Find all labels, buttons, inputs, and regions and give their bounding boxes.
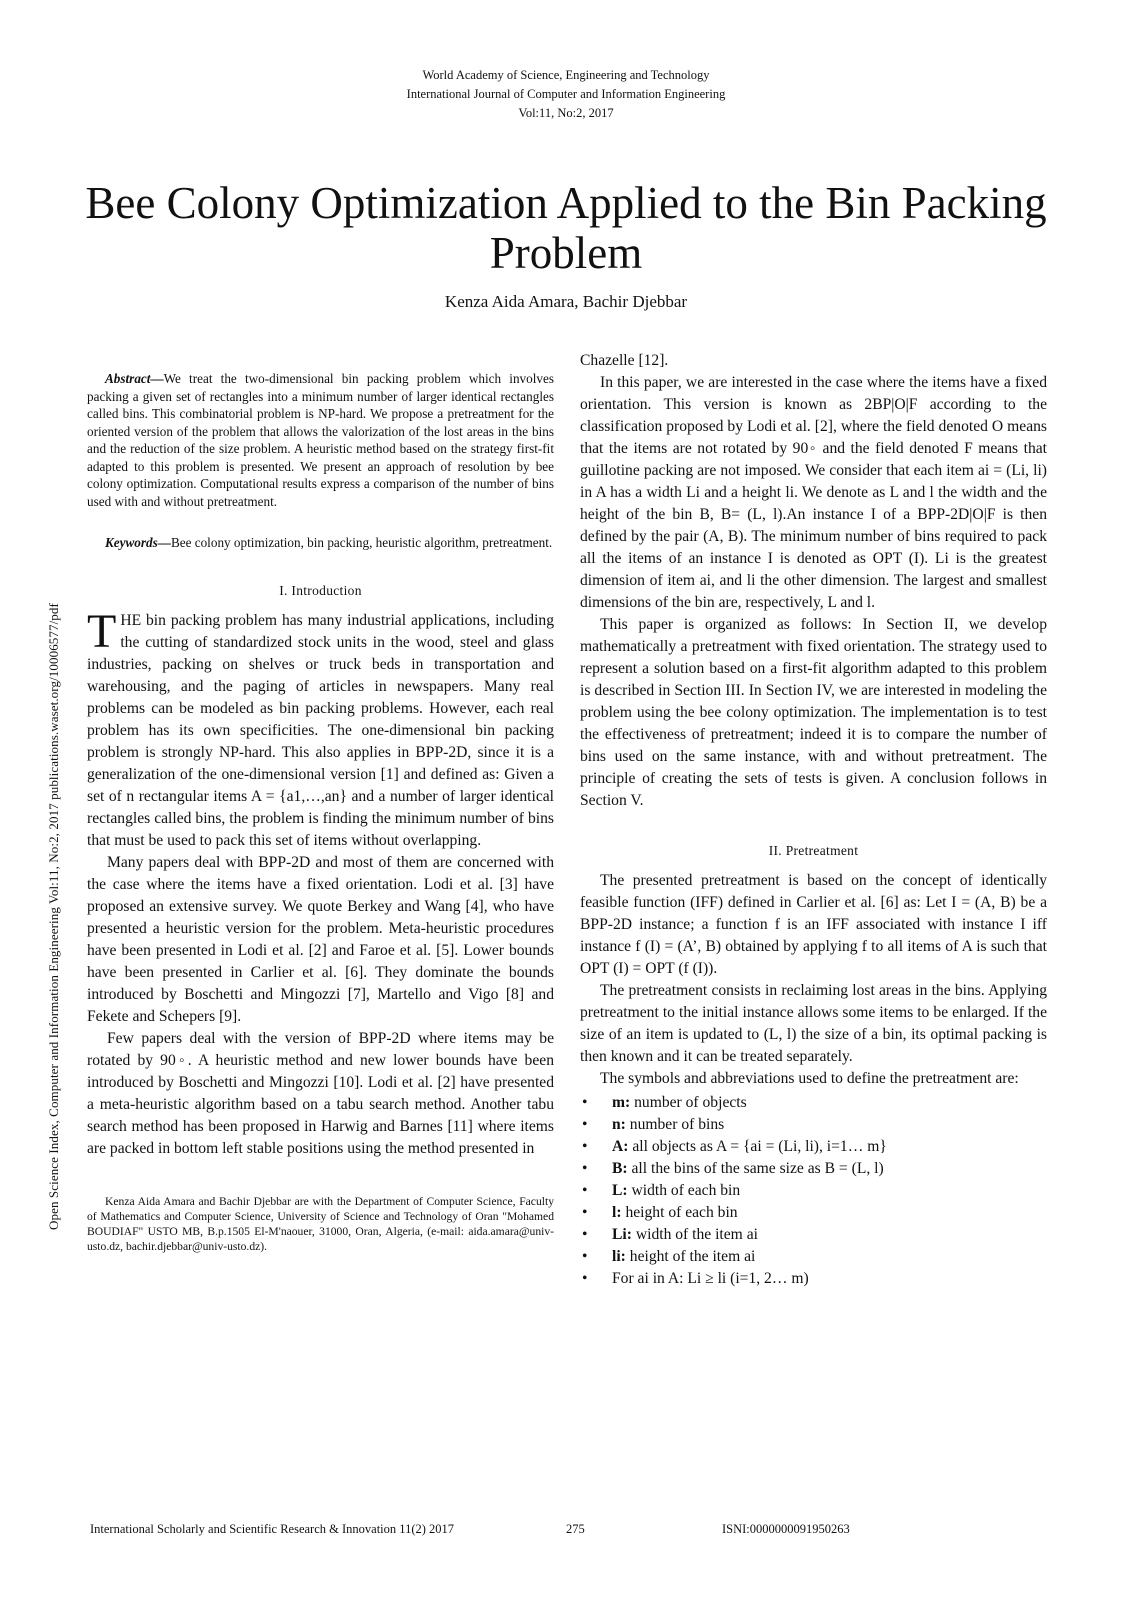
right-paragraph-1: In this paper, we are interested in the case where the items have a fixed orientation. This version is known as 2BP|O|F according to the classification proposed by Lodi et al. [2], where the field denoted O means that the items are not rotated by 90◦ and the field denoted F means that guillotine packing are not imposed. We consider that each item ai = (Li, li) in A has a width Li and a height li. We denote as L and l the width and the height of the bin B, B= (L, l).An instance I of a BPP-2D|O|F is then defined by the pair (A, B). The minimum number of bins required to pack all the items of an instance I is denoted as OPT (I). Li is the greatest dimension of item ai, and li the other dimension. The largest and smallest dimensions of the bin are, respectively, L and l. <box>580 374 1047 611</box>
right-paragraph-3: The presented pretreatment is based on the concept of identically feasible function (IFF) defined in Carlier et al. [6] as: Let I = (A, B) be a BPP-2D instance; a function f is an IFF associated with instance I iff instance f (I) = (A’, B) obtained by applying f to all items of A is such that OPT (I) = OPT (f (I)). <box>580 872 1047 977</box>
list-item <box>580 1268 1047 1290</box>
section-number: I. <box>279 582 288 598</box>
journal-header <box>0 66 1132 123</box>
symbol-key: m: <box>612 1094 631 1111</box>
symbol-desc: all objects as A = {ai = (Li, li), i=1… m} <box>632 1138 887 1155</box>
keywords-label: Keywords <box>105 535 158 550</box>
bullet: • <box>582 1138 588 1155</box>
list-item <box>580 1180 1047 1202</box>
symbol-desc: width of each bin <box>631 1182 741 1199</box>
symbol-key: li: <box>612 1248 626 1265</box>
symbol-list <box>580 1092 1047 1290</box>
symbol-desc: For ai in A: Li ≥ li (i=1, 2… m) <box>612 1270 809 1287</box>
symbol-desc: width of the item ai <box>635 1226 758 1243</box>
list-item <box>580 1092 1047 1114</box>
bullet: • <box>582 1226 588 1243</box>
continuation-text: Chazelle [12]. <box>580 352 669 369</box>
footer-page-number: 275 <box>566 1522 585 1536</box>
footer-journal: International Scholarly and Scientific Research & Innovation 11(2) 2017 <box>90 1522 455 1536</box>
keywords-text: Bee colony optimization, bin packing, heuristic algorithm, pretreatment. <box>170 535 553 550</box>
abstract-label: Abstract <box>105 371 151 386</box>
section-title: Pretreatment <box>785 843 859 858</box>
section-number: II. <box>768 843 782 858</box>
symbol-desc: height of each bin <box>625 1204 738 1221</box>
section-heading-introduction <box>87 580 554 602</box>
list-item <box>580 1136 1047 1158</box>
section-heading-pretreatment <box>580 840 1047 862</box>
paper-authors: Kenza Aida Amara, Bachir Djebbar <box>444 292 688 311</box>
right-paragraph-4: The pretreatment consists in reclaiming lost areas in the bins. Applying pretreatment to the initial instance allows some items to be enlarged. If the size of an item is updated to (L, l) the size of a bin, its optimal packing is then known and it can be treated separately. <box>580 982 1047 1065</box>
author-footnote: Kenza Aida Amara and Bachir Djebbar are with the Department of Computer Science, Faculty of Mathematics and Computer Science, University of Science and Technology of Oran "Mohamed BOUDIAF" USTO MB, B.p.1505 El-M'naouer, 31000, Oran, Algeria, (e-mail: aida.amara@univ-usto.dz, bachir.djebbar@univ-usto.dz). <box>87 1194 554 1253</box>
intro-paragraph-3: Few papers deal with the version of BPP-2D where items may be rotated by 90◦. A heuristic method and new lower bounds have been introduced by Boschetti and Mingozzi [10]. Lodi et al. [2] have presented a meta-heuristic algorithm based on a tabu search method. Another tabu search method has been proposed in Harwig and Barnes [11] where items are packed in bottom left stable positions using the method presented in <box>87 1029 554 1157</box>
intro-paragraph-2: Many papers deal with BPP-2D and most of them are concerned with the case where the items have a fixed orientation. Lodi et al. [3] have proposed an extensive survey. We quote Berkey and Wang [4], who have presented a heuristic version for the problem. Meta-heuristic procedures have been presented in Lodi et al. [2] and Faroe et al. [5]. Lower bounds have been presented in Carlier et al. [6]. They dominate the bounds introduced by Boschetti and Mingozzi [7], Martello and Vigo [8] and Fekete and Schepers [9]. <box>87 853 554 1025</box>
symbol-key: B: <box>612 1160 628 1177</box>
right-column <box>580 350 1047 1290</box>
left-column <box>87 370 554 1254</box>
symbol-key: A: <box>612 1138 629 1155</box>
header-line-2: International Journal of Computer and Information Engineering <box>406 87 726 101</box>
keywords-dash: — <box>157 535 171 550</box>
keywords <box>87 534 554 552</box>
header-line-1: World Academy of Science, Engineering and Technology <box>422 68 710 82</box>
symbol-key: L: <box>612 1182 628 1199</box>
bullet: • <box>582 1116 588 1133</box>
symbol-desc: number of objects <box>634 1094 747 1111</box>
section-title: Introduction <box>291 582 362 598</box>
intro-paragraph-1 <box>87 604 554 852</box>
bullet: • <box>582 1204 588 1221</box>
symbol-desc: all the bins of the same size as B = (L, l) <box>631 1160 884 1177</box>
side-watermark: Open Science Index, Computer and Information Engineering Vol:11, No:2, 2017 publications.waset.org/10006577/pdf <box>46 603 61 1230</box>
symbol-desc: height of the item ai <box>629 1248 756 1265</box>
symbol-key: n: <box>612 1116 626 1133</box>
list-item <box>580 1246 1047 1268</box>
bullet: • <box>582 1182 588 1199</box>
symbol-key: l: <box>612 1204 622 1221</box>
list-item <box>580 1202 1047 1224</box>
symbol-desc: number of bins <box>629 1116 725 1133</box>
bullet: • <box>582 1270 588 1287</box>
list-item <box>580 1158 1047 1180</box>
paper-title: Bee Colony Optimization Applied to the Bin Packing Problem <box>85 178 1047 278</box>
intro-paragraph-1-text: HE bin packing problem has many industrial applications, including the cutting of standardized stock units in the wood, steel and glass industries, packing on shelves or truck beds in transportation and warehousing, and the paging of articles in newspapers. Many real problems can be modeled as bin packing problems. However, each real problem has its own specificities. The one-dimensional bin packing problem is strongly NP-hard. This also applies in BPP-2D, since it is a generalization of the one-dimensional version [1] and defined as: Given a set of n rectangular items A = {a1,…,an} and a number of larger identical rectangles called bins, the problem is finding the minimum number of bins that must be used to pack this set of items without overlapping. <box>87 611 554 849</box>
abstract <box>87 370 554 510</box>
list-item <box>580 1224 1047 1246</box>
right-paragraph-5: The symbols and abbreviations used to define the pretreatment are: <box>600 1070 1019 1087</box>
footer-isni: ISNI:0000000091950263 <box>722 1522 850 1536</box>
symbol-key: Li: <box>612 1226 632 1243</box>
abstract-dash: — <box>150 371 164 386</box>
abstract-text: We treat the two-dimensional bin packing problem which involves packing a given set of rectangles into a minimum number of larger identical rectangles called bins. This combinatorial problem is NP-hard. We propose a pretreatment for the oriented version of the problem that allows the valorization of the lost areas in the bins and the reduction of the size problem. A heuristic method based on the strategy first-fit adapted to this problem is presented. We present an approach of resolution by bee colony optimization. Computational results express a comparison of the number of bins used with and without pretreatment. <box>87 371 554 509</box>
bullet: • <box>582 1160 588 1177</box>
header-line-3: Vol:11, No:2, 2017 <box>518 106 614 120</box>
right-paragraph-2: This paper is organized as follows: In Section II, we develop mathematically a pretreatment with fixed orientation. The strategy used to represent a solution based on a first-fit algorithm adapted to this problem is described in Section III. In Section IV, we are interested in modeling the problem using the bee colony optimization. The implementation is to test the effectiveness of pretreatment; indeed it is to compare the number of bins used on the same instance, with and without pretreatment. The principle of creating the sets of tests is given. A conclusion follows in Section V. <box>580 616 1047 809</box>
list-item <box>580 1114 1047 1136</box>
drop-cap: T <box>87 604 117 658</box>
bullet: • <box>582 1248 588 1265</box>
bullet: • <box>582 1094 588 1111</box>
